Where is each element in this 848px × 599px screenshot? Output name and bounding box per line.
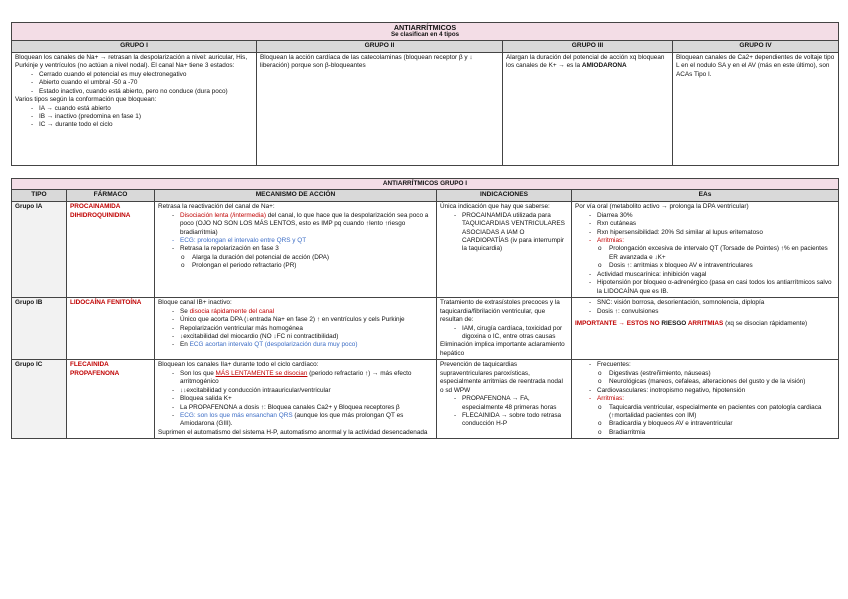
- group-2-header: GRUPO II: [257, 41, 503, 53]
- ea-subitem: o Neurológicas (mareos, cefaleas, alteraciones del gusto y de la visión): [587, 378, 835, 386]
- dissociation-label: Disociación lenta (/intermedia): [180, 211, 266, 219]
- mecanismo-cell: [155, 298, 437, 360]
- amiodarona-label: AMIODARONA: [581, 62, 627, 70]
- tipo-cell: Grupo IA: [12, 202, 67, 298]
- mech-item: - Bloquea salida K+: [170, 395, 433, 403]
- ea-subitem: o Bradiarritmia: [587, 429, 835, 437]
- mech-intro: Bloque canal IB+ inactivo:: [158, 299, 232, 307]
- ea-item: - Rxn hipersensibilidad: 20% Sd similar al lupus eritematoso: [587, 229, 835, 237]
- mech-subitem: o Alarga la duración del potencial de acción (DPA): [170, 254, 433, 262]
- ea-item: - Hipotensión por bloqueo α-adrenérgico (pasa en casi todos los antiarrítmicos salvo la LIDOCAÍNA que es IB.: [587, 279, 835, 296]
- mech-subitem: o Prolongan el periodo refractario (PR): [170, 262, 433, 270]
- important-end: (xq se disocian rápidamente): [723, 320, 808, 328]
- mech-text: del canal, lo que hace que la despolarización sea poco a poco (OJO NO SON LOS MÁS LENTOS, esto es IMP pq cuando ↑lento ↑riesgo bradiarritmia): [180, 211, 429, 236]
- ea-item: - Actividad muscarínica: inhibición vagal: [587, 271, 835, 279]
- ind-item: - PROCAINAMIDA utilizada para TAQUICARDIAS VENTRICULARES ASOCIADAS A IAM O CARDIOPATÍAS (iv para interrumpir la taquicardia): [452, 212, 568, 254]
- mecanismo-cell: [155, 202, 437, 298]
- type-item: - IB → inactivo (predomina en fase 1): [29, 113, 253, 121]
- group-4-cell: [673, 52, 839, 165]
- row-ia: [12, 202, 839, 298]
- mecanismo-cell: [155, 360, 437, 439]
- mech-intro: Bloquean los canales IIa+ durante todo el ciclo cardíaco:: [158, 361, 319, 369]
- group-3-text: Alargan la duración del potencial de acción xq bloquean los canales de K+ → es la: [506, 53, 665, 70]
- group-3-header: GRUPO III: [503, 41, 673, 53]
- mech-item: - Repolarización ventricular más homogénea: [170, 325, 433, 333]
- important-label: IMPORTANTE → ESTOS: [575, 320, 651, 328]
- detail-title: ANTIARRÍTMICOS GRUPO I: [12, 179, 839, 190]
- mech-text: Son los que: [180, 369, 216, 377]
- indicaciones-cell: [437, 360, 572, 439]
- ea-subitem: o Bradicardia y bloqueos AV e intraventricular: [587, 420, 835, 428]
- detail-table: [11, 178, 839, 439]
- summary-title: ANTIARRÍTMICOS: [393, 23, 457, 32]
- ecg-label: ECG acortan intervalo QT (despolarización dura muy poco): [189, 341, 358, 349]
- ea-item: - Rxn cutáneas: [587, 220, 835, 228]
- ind-item: - IAM, cirugía cardíaca, toxicidad por digoxina o IC, entre otras causas: [452, 325, 568, 342]
- tipo-cell: Grupo IB: [12, 298, 67, 360]
- mech-item: - ↓↓excitabilidad y conducción intraauricular/ventricular: [170, 387, 433, 395]
- group-2-text: Bloquean la acción cardíaca de las catecolaminas (bloquean receptor β y ↓ liberación) porque son β-bloqueantes: [260, 53, 473, 70]
- group-4-header: GRUPO IV: [673, 41, 839, 53]
- mech-text: En: [180, 341, 190, 349]
- ea-item: - Dosis ↑: convulsiones: [587, 308, 835, 316]
- eas-cell: [572, 360, 839, 439]
- group-1-intro: Bloquean los canales de Na+ → retrasan la despolarización a nivel: auricular, His, Purkinje y ventrículos (no actúan a nivel nodal). El canal Na+ tiene 3 estados:: [15, 53, 248, 70]
- ind-intro: Tratamiento de extrasístoles precoces y la taquicardia/fibrilación ventricular, que resultan de:: [440, 299, 560, 324]
- ea-subitem: o Taquicardia ventricular, especialmente en pacientes con patología cardiaca (↑mortalidad pacientes con IM): [587, 404, 835, 421]
- ea-item: - Frecuentes:: [587, 361, 835, 369]
- summary-table: [11, 22, 839, 166]
- mech-item: - ↓excitabilidad del miocardio (NO ↓FC ni contractibilidad): [170, 333, 433, 341]
- tipo-cell: Grupo IC: [12, 360, 67, 439]
- header-mecanismo: MECANISMO DE ACCIÓN: [155, 190, 437, 202]
- dissociation-label: MÁS LENTAMENTE se disocian: [215, 369, 308, 377]
- mech-item: [170, 308, 433, 316]
- state-item: - Abierto cuando el umbral -50 a -70: [29, 79, 253, 87]
- header-farmaco: FÁRMACO: [67, 190, 155, 202]
- ea-item: - SNC: visión borrosa, desorientación, somnolencia, diplopía: [587, 299, 835, 307]
- types-intro: Varios tipos según la conformación que bloquean:: [15, 96, 157, 104]
- eas-cell: [572, 202, 839, 298]
- row-ib: [12, 298, 839, 360]
- mech-item: [170, 370, 433, 387]
- eas-intro: Por vía oral (metabolito activo → prolonga la DPA ventricular): [575, 203, 749, 211]
- mech-text: (aunque los que más prolongan QT es Amiodarona (GIII).: [180, 412, 404, 428]
- mech-text: (periodo refractario ↑) → más efecto arritmogénico: [180, 369, 412, 386]
- header-indicaciones: INDICACIONES: [437, 190, 572, 202]
- ind-end: Eliminación implica importante aclaramiento hepático: [440, 341, 565, 357]
- mech-text: Se: [180, 307, 190, 315]
- ea-subitem: o Digestivas (estreñimiento, náuseas): [587, 370, 835, 378]
- ea-arritmias: - Arritmias:: [587, 237, 835, 245]
- mech-end: Suprimen el automatismo del sistema H-P, automatismo anormal y la actividad desencadenada: [158, 428, 428, 436]
- important-no: NO: [650, 320, 660, 328]
- ea-subitem: o Dosis ↑: arritmias x bloqueo AV e intraventriculares: [587, 262, 835, 270]
- summary-subtitle: Se clasifican en 4 tipos: [390, 31, 460, 39]
- group-1-header: GRUPO I: [12, 41, 257, 53]
- group-1-cell: [12, 52, 257, 165]
- mech-intro: Retrasa la reactivación del canal de Na+:: [158, 203, 275, 211]
- ea-item: - Diarrea 30%: [587, 212, 835, 220]
- indicaciones-cell: [437, 202, 572, 298]
- state-item: - Cerrado cuando el potencial es muy electronegativo: [29, 71, 253, 79]
- ea-arritmias: - Arritmias:: [587, 395, 835, 403]
- farmaco-cell: PROCAINAMIDA DIHIDROQUINIDINA: [67, 202, 155, 298]
- type-item: - IA → cuando está abierto: [29, 105, 253, 113]
- important-mid: RIESGO: [659, 320, 688, 328]
- type-item: - IC → durante todo el ciclo: [29, 121, 253, 129]
- mech-item: - La PROPAFENONA a dosis ↑: Bloquea canales Ca2+ y Bloquea receptores β: [170, 404, 433, 412]
- farmaco-cell: FLECAINIDA PROPAFENONA: [67, 360, 155, 439]
- mech-ecg: [170, 412, 433, 429]
- header-tipo: TIPO: [12, 190, 67, 202]
- ind-item: - FLECAINIDA → sobre todo retrasa conducción H-P: [452, 412, 568, 429]
- group-3-cell: [503, 52, 673, 165]
- dissociation-label: disocia rápidamente del canal: [189, 307, 275, 315]
- mech-item: - Único que acorta DPA (↓entrada Na+ en fase 2) ↑ en ventrículos y cels Purkinje: [170, 316, 433, 324]
- ea-subitem: o Prolongación excesiva de intervalo QT (Torsade de Pointes) ↑% en pacientes ER avanzada e ↓K+: [587, 245, 835, 262]
- mech-item: [170, 212, 433, 237]
- mech-item: - Retrasa la repolarización en fase 3: [170, 245, 433, 253]
- ea-item: - Cardiovasculares: inotropismo negativo, hipotensión: [587, 387, 835, 395]
- eas-cell: [572, 298, 839, 360]
- row-ic: [12, 360, 839, 439]
- ecg-label: ECG: son los que más ensanchan QRS: [180, 412, 293, 420]
- header-eas: EAs: [572, 190, 839, 202]
- important-note: [575, 320, 835, 328]
- summary-header: [12, 23, 839, 41]
- mech-ecg: - ECG: prolongan el intervalo entre QRS y QT: [170, 237, 433, 245]
- group-2-cell: [257, 52, 503, 165]
- indicaciones-cell: [437, 298, 572, 360]
- important-arritmias: ARRITMIAS: [687, 320, 724, 328]
- farmaco-cell: LIDOCAÍNA FENITOÍNA: [67, 298, 155, 360]
- group-4-text: Bloquean canales de Ca2+ dependientes de voltaje tipo L en el nodulo SA y en el AV (más en este último), son ACAs Tipo I.: [676, 53, 835, 78]
- mech-ecg: [170, 341, 433, 349]
- state-item: - Estado inactivo, cuando está abierto, pero no conduce (dura poco): [29, 88, 253, 96]
- ind-item: - PROPAFENONA → FA, especialmente 48 primeras horas: [452, 395, 568, 412]
- ind-intro: Única indicación que hay que saberse:: [440, 203, 550, 211]
- ind-intro: Prevención de taquicardias supraventriculares paroxísticas, especialmente arritmias de reentrada nodal o sd WPW: [440, 361, 563, 394]
